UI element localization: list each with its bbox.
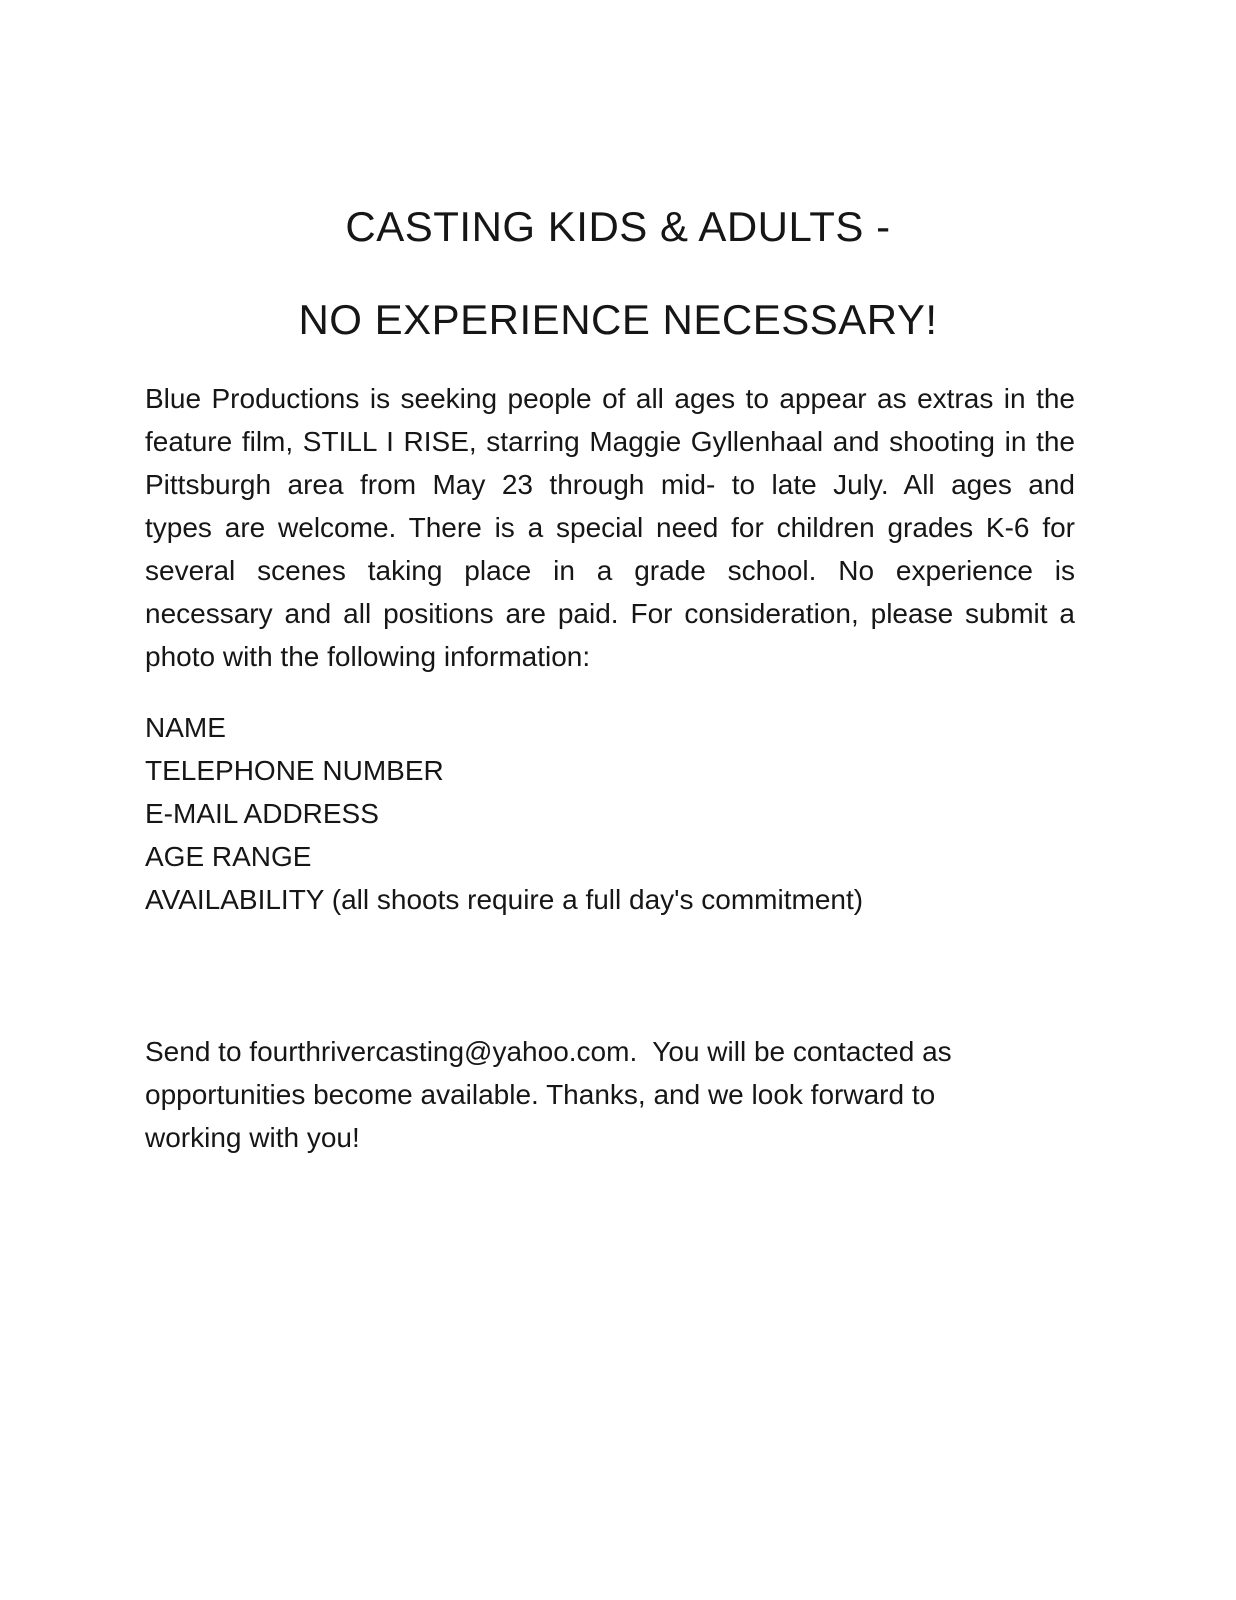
- intro-line: Blue Productions is seeking people of all ages to appear as extras in the: [145, 383, 1075, 414]
- intro-paragraph: [145, 377, 1075, 678]
- submission-info-list: [145, 706, 1075, 921]
- intro-line: several scenes taking place in a grade school. No experience is: [145, 555, 1075, 586]
- closing-line: opportunities become available. Thanks, and we look forward to: [145, 1079, 936, 1110]
- document-title-line-1: CASTING KIDS & ADULTS -: [345, 203, 891, 250]
- list-item-name: NAME: [145, 712, 226, 743]
- intro-line: necessary and all positions are paid. For consideration, please submit a: [145, 598, 1075, 629]
- intro-line: feature film, STILL I RISE, starring Maggie Gyllenhaal and shooting in the: [145, 426, 1075, 457]
- closing-paragraph: [145, 1030, 1075, 1159]
- list-item-age-range: AGE RANGE: [145, 841, 312, 872]
- closing-line: Send to fourthrivercasting@yahoo.com. You will be contacted as: [145, 1036, 952, 1067]
- document-title-line-2: NO EXPERIENCE NECESSARY!: [298, 296, 938, 343]
- intro-line: Pittsburgh area from May 23 through mid- to late July. All ages and: [145, 469, 1075, 500]
- intro-last-line: photo with the following information:: [145, 641, 591, 672]
- list-item-telephone: TELEPHONE NUMBER: [145, 755, 444, 786]
- list-item-email: E-MAIL ADDRESS: [145, 798, 379, 829]
- closing-line: working with you!: [145, 1122, 360, 1153]
- list-item-availability: AVAILABILITY (all shoots require a full day's commitment): [145, 884, 864, 915]
- intro-line: types are welcome. There is a special need for children grades K-6 for: [145, 512, 1075, 543]
